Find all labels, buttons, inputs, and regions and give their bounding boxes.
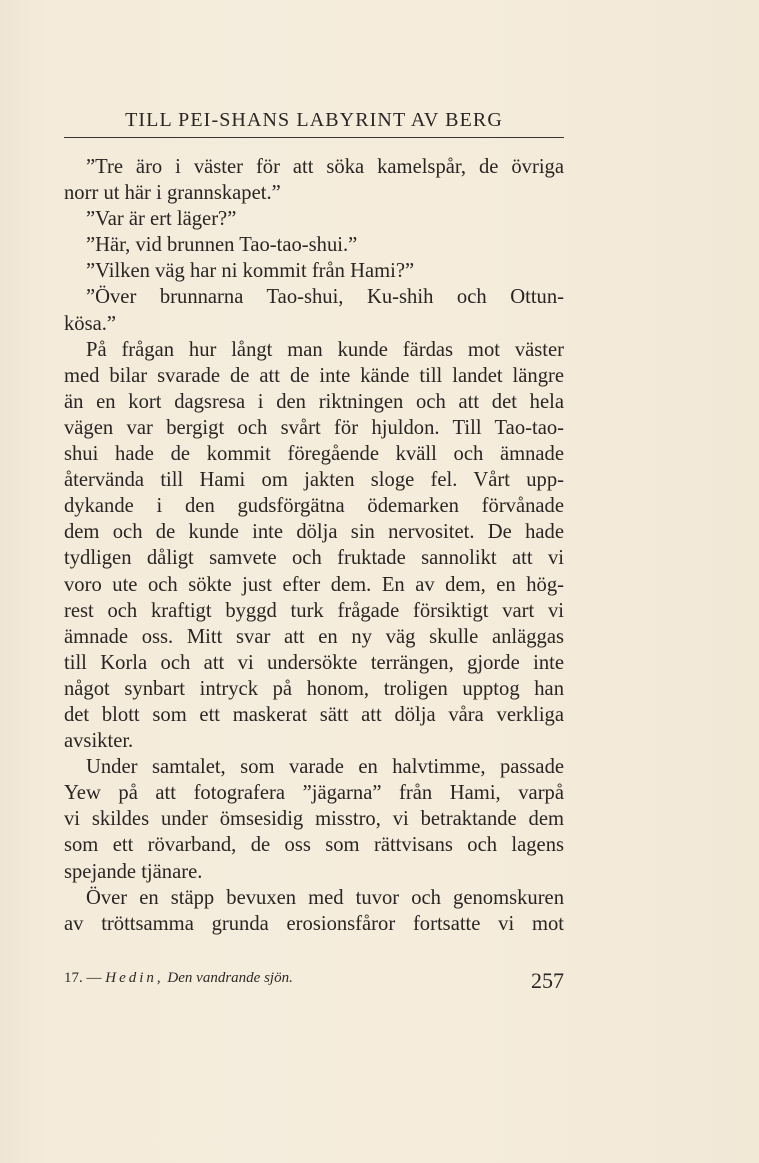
signature-author: Hedin, <box>105 970 164 986</box>
text-line: det blott som ett maskerat sätt att dölja våra verkliga <box>64 703 564 726</box>
text-line: ”Här, vid brunnen Tao-tao-shui.” <box>86 234 358 257</box>
text-line: Yew på att fotografera ”jägarna” från Hami, varpå <box>64 782 564 805</box>
signature-number: 17. — <box>64 970 102 986</box>
text-line: Över en stäpp bevuxen med tuvor och genomskuren <box>86 886 564 909</box>
running-head: TILL PEI-SHANS LABYRINT AV BERG <box>125 109 503 131</box>
text-line: till Korla och att vi undersökte terrängen, gjorde inte <box>64 651 564 674</box>
text-line: dykande i den gudsförgätna ödemarken förvånade <box>64 495 564 518</box>
header-rule <box>64 137 564 138</box>
text-line: avsikter. <box>64 730 134 753</box>
text-line: tydligen dåligt samvete och fruktade sannolikt att vi <box>64 547 564 570</box>
text-line: ”Över brunnarna Tao-shui, Ku-shih och Ottun- <box>86 286 564 309</box>
text-line: vi skildes under ömsesidig misstro, vi betraktande dem <box>64 808 564 831</box>
text-line: kösa.” <box>64 312 117 335</box>
page-number: 257 <box>531 968 564 993</box>
text-line: med bilar svarade de att de inte kände till landet längre <box>64 364 564 387</box>
text-line: vägen var bergigt och svårt för hjuldon. Till Tao-tao- <box>64 416 564 439</box>
text-line: som ett rövarband, de oss som rättvisans och lagens <box>64 834 564 857</box>
text-line: ”Vilken väg har ni kommit från Hami?” <box>86 260 415 283</box>
signature-book-title: Den vandrande sjön. <box>167 970 293 986</box>
text-line: ”Tre äro i väster för att söka kamelspår, de övriga <box>86 156 564 178</box>
text-line: rest och kraftigt byggd turk frågade försiktigt vart vi <box>64 599 564 622</box>
text-line: voro ute och sökte just efter dem. En av dem, en hög- <box>64 573 564 596</box>
text-line: ämnade oss. Mitt svar att en ny väg skulle anläggas <box>64 625 564 648</box>
text-line: dem och de kunde inte dölja sin nervositet. De hade <box>64 521 564 544</box>
text-line: återvända till Hami om jakten sloge fel. Vårt upp- <box>64 469 564 492</box>
text-line: På frågan hur långt man kunde färdas mot väster <box>86 338 564 361</box>
text-line: ”Var är ert läger?” <box>86 208 237 231</box>
text-line: shui hade de kommit föregående kväll och ämnade <box>64 443 564 466</box>
body-text <box>64 154 564 937</box>
text-line: av tröttsamma grunda erosionsfåror fortsatte vi mot <box>64 912 564 935</box>
text-line: Under samtalet, som varade en halvtimme, passade <box>86 756 564 779</box>
printer-signature <box>64 970 293 987</box>
text-line: norr ut här i grannskapet.” <box>64 182 281 205</box>
text-line: än en kort dagsresa i den riktningen och att det hela <box>64 390 564 413</box>
text-line: något synbart intryck på honom, troligen upptog han <box>64 677 564 700</box>
text-line: spejande tjänare. <box>64 860 203 883</box>
